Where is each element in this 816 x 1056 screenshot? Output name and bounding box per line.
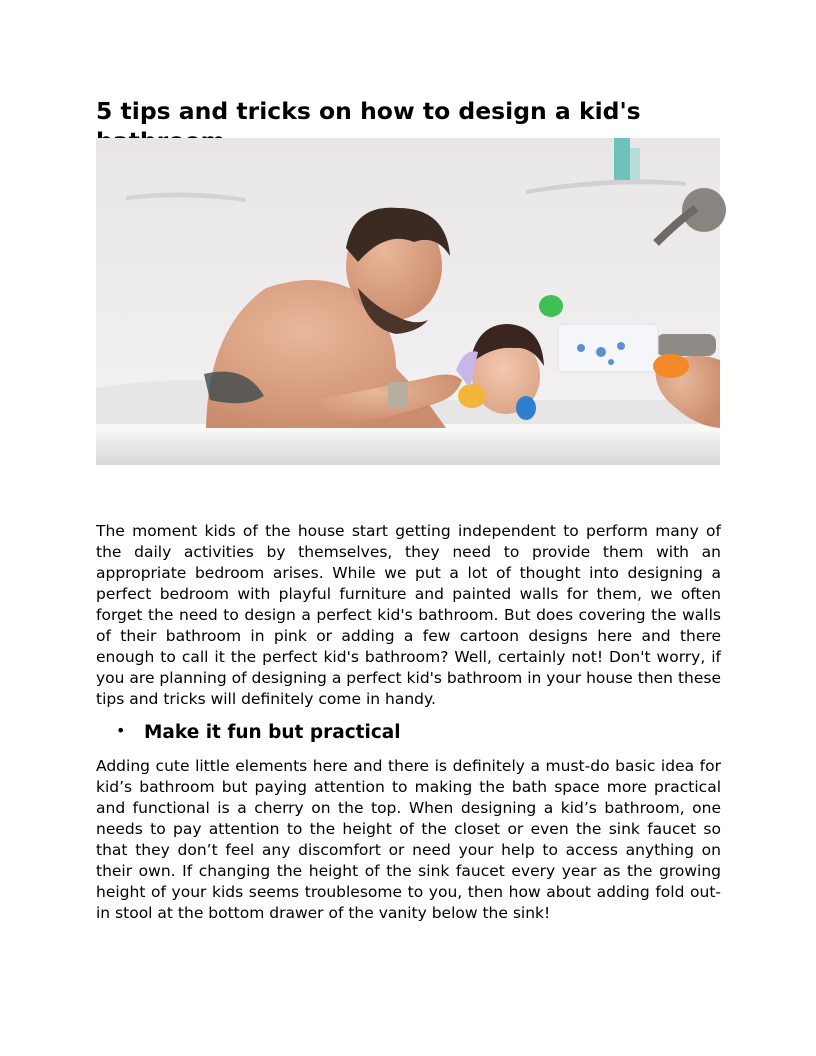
bathtub-photo xyxy=(96,138,720,465)
section-heading: Make it fun but practical xyxy=(144,722,401,743)
intro-paragraph: The moment kids of the house start getting independent to perform many of the daily activities by themselves, they need to provide them with an appropriate bedroom arises. While we put a lot of thought into designing a perfect bedroom with playful furniture and painted walls for them, we often forget the need to design a perfect kid's bathroom. But does covering the walls of their bathroom in pink or adding a few cartoon designs here and there enough to call it the perfect kid's bathroom? Well, certainly not! Don't worry, if you are planning of designing a perfect kid's bathroom in your house then these tips and tricks will definitely come in handy. xyxy=(96,522,721,708)
page-title: 5 tips and tricks on how to design a kid's xyxy=(96,97,641,125)
section-paragraph: Adding cute little elements here and there is definitely a must-do basic idea for kid’s bathroom but paying attention to making the bath space more practical and functional is a cherry on the top. When designing a kid’s bathroom, one needs to pay attention to the height of the closet or even the sink faucet so that they don’t feel any discomfort or need your help to access anything on their own. If changing the height of the sink faucet every year as the growing height of your kids seems troublesome to you, then how about adding fold out-in stool at the bottom drawer of the vanity below the sink! xyxy=(96,757,721,922)
bullet-item xyxy=(96,720,720,746)
bullet-icon: • xyxy=(116,721,126,740)
